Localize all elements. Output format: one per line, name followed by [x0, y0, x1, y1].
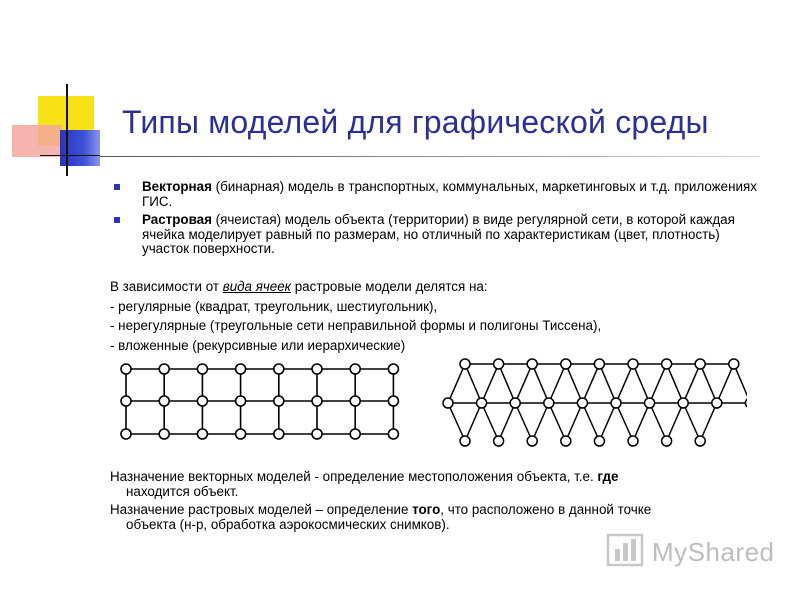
grid-edge	[582, 364, 599, 403]
purpose-text: Назначение растровых моделей – определение	[110, 502, 413, 517]
grid-edge	[482, 364, 499, 403]
grid-node	[159, 429, 169, 439]
purpose-text: , что расположено в данной точке	[440, 502, 652, 517]
grid-node	[561, 359, 571, 369]
bullet-list	[110, 180, 770, 261]
square-grid-diagram	[110, 355, 415, 445]
grid-node	[159, 364, 169, 374]
grid-node	[527, 359, 537, 369]
grid-edge	[566, 403, 583, 441]
grid-node	[594, 359, 604, 369]
bullet-term: Векторная	[142, 179, 212, 194]
intro-emphasis: вида ячеек	[222, 279, 292, 294]
grid-node	[197, 396, 207, 406]
grid-edge	[683, 403, 700, 441]
bullet-text: (бинарная) модель в транспортных, коммунальных, маркетинговых и т.д. приложениях ГИС.	[142, 179, 757, 209]
bullet-marker	[114, 217, 120, 223]
grid-node	[121, 364, 131, 374]
grid-edge	[549, 364, 566, 403]
purpose-raster	[110, 503, 790, 532]
grid-edge	[700, 364, 717, 403]
grid-node	[350, 429, 360, 439]
purpose-line2: находится объект.	[126, 483, 239, 499]
grid-edge	[633, 364, 650, 403]
grid-edge	[532, 364, 549, 403]
grid-edge	[465, 403, 482, 441]
intro-after: растровые модели делятся на:	[291, 279, 488, 294]
bullet-raster	[110, 213, 770, 257]
watermark-text: MyShared	[652, 537, 775, 567]
title-rule	[100, 156, 760, 157]
grid-node	[494, 359, 504, 369]
grid-edge	[616, 403, 633, 441]
grid-node	[236, 429, 246, 439]
raster-types	[110, 280, 790, 358]
grid-edge	[499, 364, 516, 403]
bullet-term: Растровая	[142, 212, 212, 227]
grid-edge	[515, 403, 532, 441]
grid-edge	[465, 364, 482, 403]
grid-node	[443, 398, 453, 408]
grid-node	[197, 364, 207, 374]
bullet-marker	[114, 184, 120, 190]
grid-edge	[448, 403, 465, 441]
purpose-bold: где	[597, 469, 619, 484]
grid-node	[561, 436, 571, 446]
grid-edge	[667, 403, 684, 441]
grid-edge	[717, 364, 734, 403]
mysharedbar-chart-icon	[606, 533, 646, 569]
grid-node	[388, 364, 398, 374]
bullet-vector	[110, 180, 770, 209]
grid-node	[695, 359, 705, 369]
grid-edge	[650, 403, 667, 441]
grid-edge	[599, 364, 616, 403]
grid-edge	[582, 403, 599, 441]
grid-node	[274, 364, 284, 374]
purpose-line2: объекта (н-р, обработка аэрокосмических снимков).	[126, 516, 450, 532]
grid-edge	[683, 364, 700, 403]
grid-node	[712, 398, 722, 408]
intro-line	[110, 280, 790, 295]
grid-node	[628, 436, 638, 446]
grid-node	[312, 429, 322, 439]
type-nested: - вложенные (рекурсивные или иерархические)	[110, 337, 406, 353]
vertical-line	[66, 84, 68, 176]
grid-node	[544, 398, 554, 408]
grid-node	[312, 396, 322, 406]
grid-edge	[667, 364, 684, 403]
grid-node	[236, 364, 246, 374]
grid-node	[274, 429, 284, 439]
grid-node	[197, 429, 207, 439]
red-square	[12, 125, 62, 157]
grid-node	[121, 429, 131, 439]
model-purpose	[110, 470, 790, 536]
grid-node	[729, 359, 739, 369]
purpose-text: Назначение векторных моделей - определение местоположения объекта, т.е.	[110, 469, 598, 484]
slide-title: Типы моделей для графической среды	[122, 104, 709, 140]
grid-node	[662, 436, 672, 446]
purpose-vector	[110, 470, 790, 499]
grid-node	[159, 396, 169, 406]
grid-edge	[633, 403, 650, 441]
type-irregular: - нерегулярные (треугольные сети неправильной формы и полигоны Тиссена),	[110, 318, 602, 333]
grid-edge	[482, 403, 499, 441]
grid-node	[274, 396, 284, 406]
grid-node	[510, 398, 520, 408]
decorative-corner	[0, 0, 130, 190]
grid-node	[494, 436, 504, 446]
grid-node	[527, 436, 537, 446]
grid-node	[577, 398, 587, 408]
grid-edge	[549, 403, 566, 441]
grid-node	[695, 436, 705, 446]
grid-node	[460, 436, 470, 446]
grid-edge	[566, 364, 583, 403]
grid-node	[662, 359, 672, 369]
grid-edge	[532, 403, 549, 441]
grid-node	[460, 359, 470, 369]
grid-node	[678, 398, 688, 408]
grid-edge	[448, 364, 465, 403]
grid-node	[388, 396, 398, 406]
purpose-bold: того	[412, 502, 441, 517]
grid-node	[645, 398, 655, 408]
type-regular: - регулярные (квадрат, треугольник, шестиугольник),	[110, 298, 438, 314]
grid-edge	[616, 364, 633, 403]
intro-before: В зависимости от	[110, 279, 223, 294]
horizontal-line	[40, 155, 100, 156]
grid-edge	[650, 364, 667, 403]
grid-edge	[599, 403, 616, 441]
triangle-grid-diagram	[432, 352, 747, 450]
grid-node	[350, 364, 360, 374]
grid-node	[312, 364, 322, 374]
grid-node	[388, 429, 398, 439]
grid-node	[594, 436, 604, 446]
grid-node	[628, 359, 638, 369]
grid-node	[350, 396, 360, 406]
grid-edge	[700, 403, 717, 441]
grid-node	[236, 396, 246, 406]
grid-node	[121, 396, 131, 406]
grid-edge	[515, 364, 532, 403]
grid-node	[477, 398, 487, 408]
watermark	[606, 533, 775, 573]
grid-node	[745, 398, 747, 408]
grid-edge	[734, 364, 747, 403]
grid-node	[611, 398, 621, 408]
bullet-text: (ячеистая) модель объекта (территории) в виде регулярной сети, в которой каждая ячейка моделирует равный по размерам, но отличный по характеристикам (цвет, плотность) участок поверхности.	[142, 212, 735, 256]
grid-edge	[499, 403, 516, 441]
